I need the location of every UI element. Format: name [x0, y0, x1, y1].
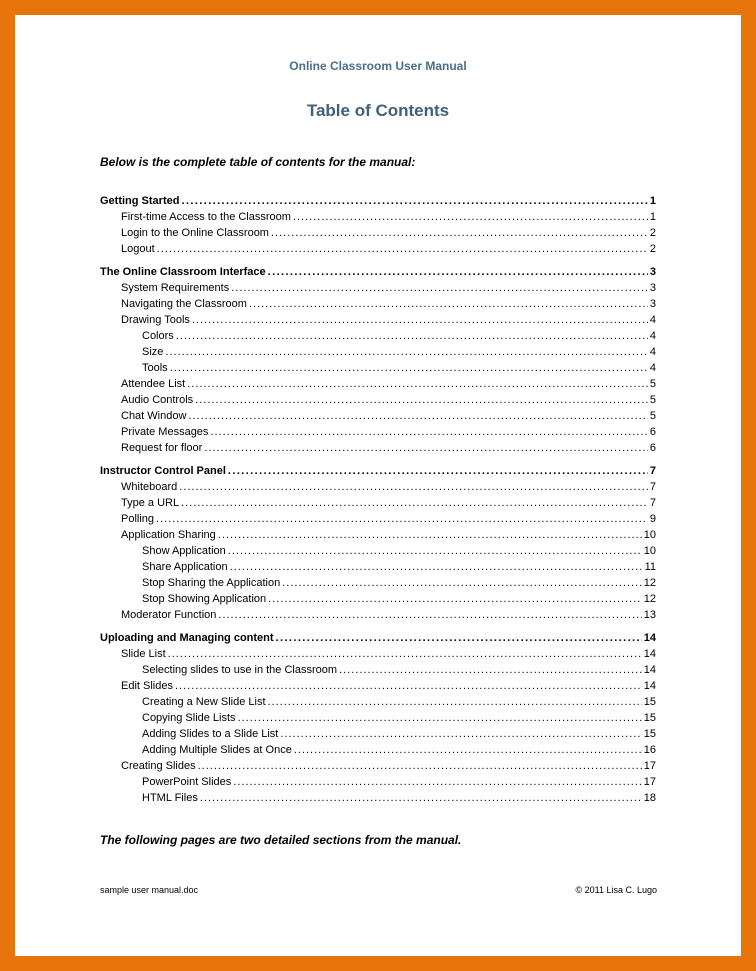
toc-entry[interactable]	[100, 776, 656, 792]
toc-page-number: 15	[643, 728, 656, 740]
toc-heading-entry[interactable]	[100, 266, 656, 282]
toc-leader-dots	[282, 577, 642, 589]
toc-entry-label: Navigating the Classroom	[121, 298, 247, 310]
toc-entry[interactable]	[100, 609, 656, 625]
toc-leader-dots	[293, 211, 648, 223]
toc-entry-label: Creating Slides	[121, 760, 196, 772]
toc-entry-label: Audio Controls	[121, 394, 194, 406]
toc-leader-dots	[218, 529, 642, 541]
toc-page-number: 10	[643, 545, 656, 557]
toc-entry-label: Polling	[121, 513, 155, 525]
toc-entry[interactable]	[100, 712, 656, 728]
toc-entry-label: Request for floor	[121, 442, 203, 454]
toc-entry-label: Edit Slides	[121, 680, 173, 692]
toc-leader-dots	[181, 195, 647, 207]
document-header: Online Classroom User Manual	[289, 59, 467, 73]
toc-entry-label: Colors	[142, 330, 174, 342]
toc-entry[interactable]	[100, 481, 656, 497]
toc-leader-dots	[238, 712, 642, 724]
toc-leader-dots	[156, 513, 648, 525]
toc-entry-label: Size	[142, 346, 164, 358]
toc-entry-label: Application Sharing	[121, 529, 216, 541]
toc-page-number: 13	[643, 609, 656, 621]
toc-page-number: 2	[649, 227, 656, 239]
toc-page-number: 17	[643, 760, 656, 772]
toc-entry-label: Slide List	[121, 648, 166, 660]
toc-leader-dots	[231, 282, 648, 294]
toc-leader-dots	[339, 664, 642, 676]
toc-leader-dots	[268, 266, 648, 278]
toc-entry-label: Private Messages	[121, 426, 209, 438]
toc-entry[interactable]	[100, 378, 656, 394]
toc-entry-label: Creating a New Slide List	[142, 696, 266, 708]
toc-page-number: 3	[649, 282, 656, 294]
toc-page-number: 16	[643, 744, 656, 756]
toc-page-number: 14	[643, 632, 656, 644]
toc-leader-dots	[176, 330, 648, 342]
toc-entry-label: Show Application	[142, 545, 226, 557]
toc-entry-label: Moderator Function	[121, 609, 217, 621]
toc-page-number: 14	[643, 648, 656, 660]
toc-page-number: 5	[649, 394, 656, 406]
toc-entry-label: Uploading and Managing content	[100, 632, 274, 644]
toc-page-number: 6	[649, 442, 656, 454]
toc-entry-label: Whiteboard	[121, 481, 178, 493]
toc-entry[interactable]	[100, 792, 656, 808]
toc-entry[interactable]	[100, 442, 656, 458]
toc-page-number: 4	[649, 330, 656, 342]
toc-page-number: 14	[643, 680, 656, 692]
toc-entry-label: Adding Multiple Slides at Once	[142, 744, 292, 756]
document-page	[15, 15, 741, 956]
toc-page-number: 12	[643, 577, 656, 589]
footer-filename: sample user manual.doc	[100, 885, 199, 895]
toc-page-number: 12	[643, 593, 656, 605]
toc-entry-label: Drawing Tools	[121, 314, 190, 326]
toc-leader-dots	[280, 728, 641, 740]
toc-page-number: 1	[649, 211, 656, 223]
toc-entry-label: Instructor Control Panel	[100, 465, 226, 477]
toc-entry[interactable]	[100, 529, 656, 545]
toc-page-number: 2	[649, 243, 656, 255]
toc-entry[interactable]	[100, 410, 656, 426]
toc-page-number: 9	[649, 513, 656, 525]
toc-entry[interactable]	[100, 426, 656, 442]
toc-entry[interactable]	[100, 577, 656, 593]
toc-page-number: 15	[643, 696, 656, 708]
toc-leader-dots	[276, 632, 642, 644]
toc-entry-label: Copying Slide Lists	[142, 712, 236, 724]
toc-leader-dots	[204, 442, 648, 454]
toc-page-number: 15	[643, 712, 656, 724]
toc-entry[interactable]	[100, 227, 656, 243]
toc-entry-label: Adding Slides to a Slide List	[142, 728, 279, 740]
toc-entry-label: Stop Sharing the Application	[142, 577, 281, 589]
toc-entry-label: HTML Files	[142, 792, 198, 804]
toc-entry[interactable]	[100, 696, 656, 712]
toc-leader-dots	[179, 481, 648, 493]
toc-entry-label: Stop Showing Application	[142, 593, 267, 605]
toc-page-number: 5	[649, 410, 656, 422]
toc-entry-label: Logout	[121, 243, 155, 255]
toc-leader-dots	[200, 792, 642, 804]
toc-entry[interactable]	[100, 648, 656, 664]
toc-entry[interactable]	[100, 298, 656, 314]
toc-page-number: 7	[649, 465, 656, 477]
toc-entry[interactable]	[100, 211, 656, 227]
toc-leader-dots	[230, 561, 643, 573]
toc-leader-dots	[228, 465, 648, 477]
toc-heading-entry[interactable]	[100, 632, 656, 648]
toc-page-number: 18	[643, 792, 656, 804]
toc-entry[interactable]	[100, 760, 656, 776]
toc-leader-dots	[195, 394, 648, 406]
toc-entry[interactable]	[100, 346, 656, 362]
toc-entry-label: Type a URL	[121, 497, 180, 509]
toc-entry-label: Login to the Online Classroom	[121, 227, 269, 239]
toc-leader-dots	[165, 346, 647, 358]
footer-copyright: © 2011 Lisa C. Lugo	[575, 885, 657, 895]
toc-heading-entry[interactable]	[100, 195, 656, 211]
toc-entry[interactable]	[100, 497, 656, 513]
toc-entry-label: Chat Window	[121, 410, 187, 422]
toc-entry[interactable]	[100, 362, 656, 378]
intro-text: Below is the complete table of contents for the manual:	[100, 155, 416, 169]
toc-page-number: 4	[649, 314, 656, 326]
toc-entry-label: Selecting slides to use in the Classroom	[142, 664, 338, 676]
toc-entry-label: PowerPoint Slides	[142, 776, 232, 788]
toc-leader-dots	[188, 410, 647, 422]
page-title: Table of Contents	[306, 101, 450, 120]
toc-entry[interactable]	[100, 513, 656, 529]
toc-entry[interactable]	[100, 561, 656, 577]
toc-leader-dots	[268, 593, 642, 605]
toc-entry-label: Tools	[142, 362, 168, 374]
toc-entry[interactable]	[100, 680, 656, 696]
toc-page-number: 7	[649, 497, 656, 509]
toc-leader-dots	[198, 760, 642, 772]
toc-page-number: 7	[649, 481, 656, 493]
toc-leader-dots	[249, 298, 648, 310]
toc-entry[interactable]	[100, 314, 656, 330]
toc-leader-dots	[294, 744, 642, 756]
toc-entry-label: Getting Started	[100, 195, 180, 207]
toc-entry[interactable]	[100, 728, 656, 744]
toc-leader-dots	[181, 497, 648, 509]
toc-entry[interactable]	[100, 243, 656, 259]
toc-entry[interactable]	[100, 545, 656, 561]
toc-leader-dots	[268, 696, 642, 708]
toc-leader-dots	[233, 776, 641, 788]
toc-entry[interactable]	[100, 282, 656, 298]
toc-leader-dots	[187, 378, 648, 390]
toc-entry-label: Share Application	[142, 561, 228, 573]
toc-leader-dots	[271, 227, 648, 239]
toc-page-number: 5	[649, 378, 656, 390]
toc-page-number: 14	[643, 664, 656, 676]
toc-leader-dots	[168, 648, 642, 660]
toc-leader-dots	[157, 243, 648, 255]
toc-page-number: 3	[649, 266, 656, 278]
toc-leader-dots	[170, 362, 648, 374]
toc-leader-dots	[218, 609, 641, 621]
toc-heading-entry[interactable]	[100, 465, 656, 481]
toc-leader-dots	[228, 545, 642, 557]
toc-entry-label: First-time Access to the Classroom	[121, 211, 291, 223]
outro-text: The following pages are two detailed sections from the manual.	[100, 833, 462, 847]
toc-page-number: 4	[649, 346, 656, 358]
toc-page-number: 4	[649, 362, 656, 374]
toc-entry[interactable]	[100, 744, 656, 760]
toc-page-number: 3	[649, 298, 656, 310]
toc-page-number: 10	[643, 529, 656, 541]
toc-page-number: 11	[644, 561, 656, 573]
toc-page-number: 6	[649, 426, 656, 438]
toc-entry[interactable]	[100, 394, 656, 410]
toc-entry[interactable]	[100, 664, 656, 680]
toc-leader-dots	[192, 314, 648, 326]
toc-entry[interactable]	[100, 593, 656, 609]
toc-entry-label: System Requirements	[121, 282, 230, 294]
toc-entry-label: The Online Classroom Interface	[100, 266, 266, 278]
toc-leader-dots	[210, 426, 647, 438]
toc-entry[interactable]	[100, 330, 656, 346]
toc-leader-dots	[175, 680, 642, 692]
toc-page-number: 17	[643, 776, 656, 788]
toc-entry-label: Attendee List	[121, 378, 186, 390]
toc-page-number: 1	[649, 195, 656, 207]
